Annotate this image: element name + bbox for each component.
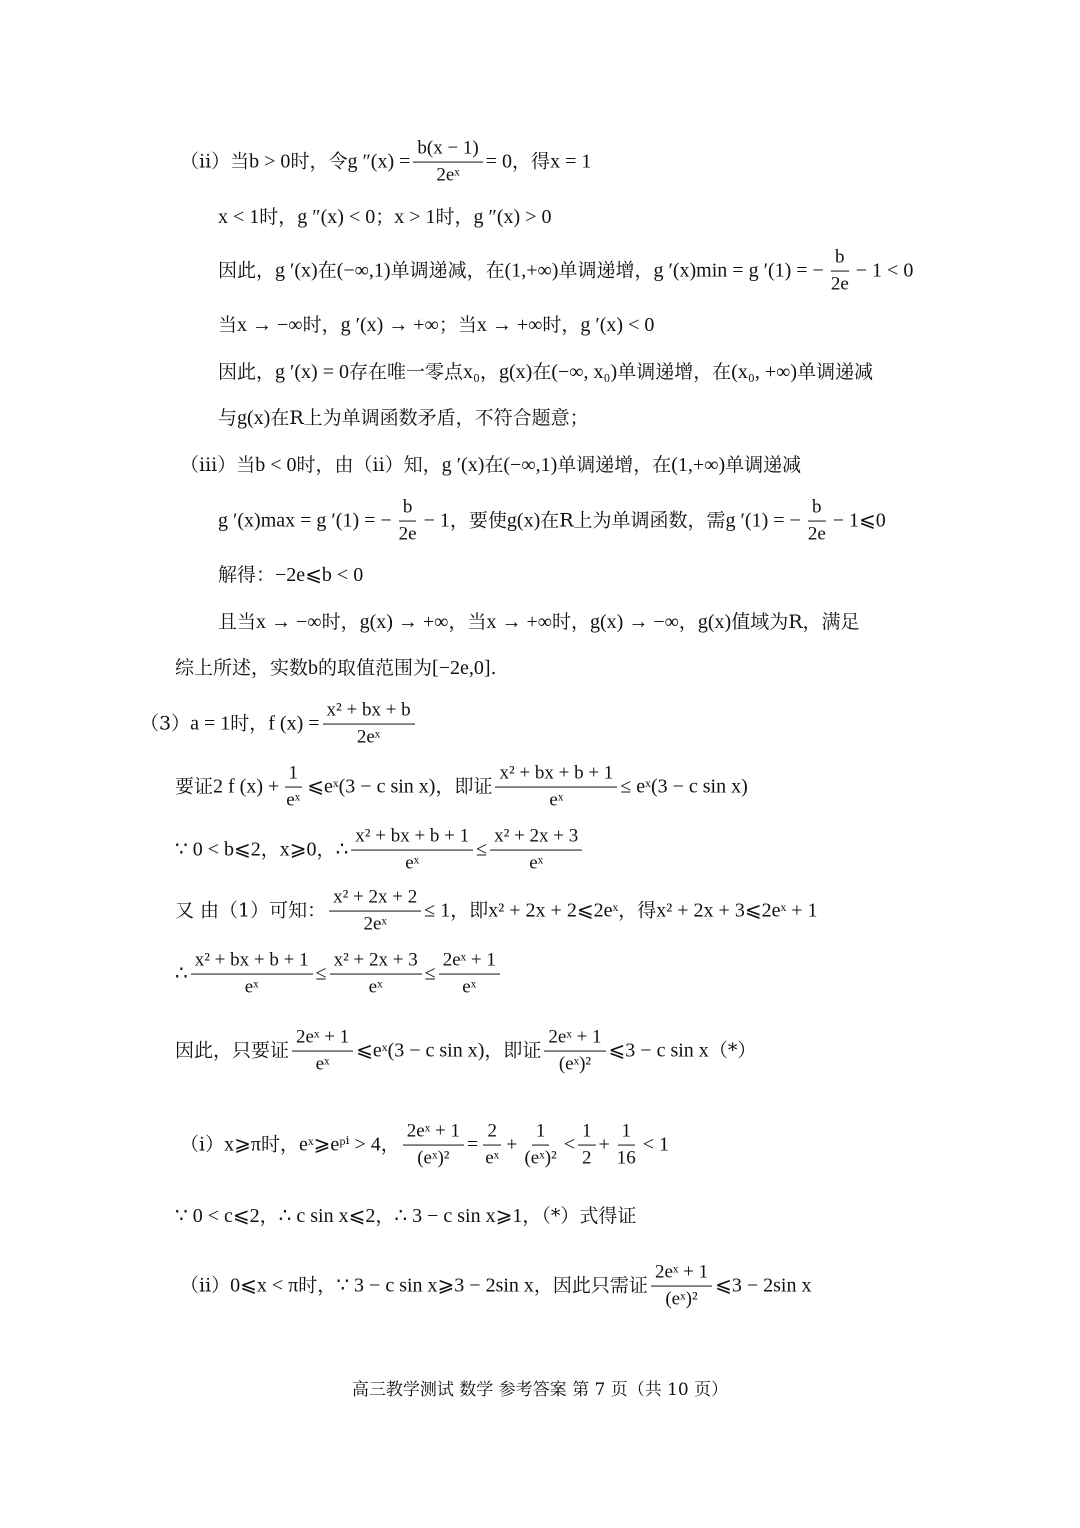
fraction [330, 951, 422, 998]
math-expression: (1,+∞) [671, 454, 726, 476]
fraction [544, 1028, 605, 1075]
solution-line [175, 951, 503, 998]
solution-line [180, 139, 591, 186]
text-run: （3） [140, 712, 191, 735]
math-expression: b [308, 657, 319, 679]
math-expression: g(x) [506, 510, 541, 532]
text-run: （iii）当 [180, 453, 256, 476]
text-run: 在 [532, 360, 552, 383]
math-expression: + [506, 1134, 518, 1156]
fraction [613, 1122, 640, 1169]
text-run: ，要使 [449, 509, 507, 532]
text-run: ， [480, 360, 500, 383]
solution-line [180, 1122, 669, 1169]
math-expression: g ′(x) [275, 260, 318, 282]
fraction [395, 498, 421, 545]
fraction-numerator: 1 [578, 1122, 596, 1146]
fraction-numerator: b [808, 498, 826, 522]
fraction-numerator: x² + bx + b [323, 701, 415, 725]
math-expression: g ′(x) = 0 [275, 361, 349, 383]
math-expression: g(x) [697, 611, 732, 633]
text-run: （ii）当 [180, 150, 250, 173]
text-run: 时， [230, 712, 269, 735]
math-expression: g ″(x) = [347, 151, 411, 173]
fraction-numerator: 1 [285, 764, 303, 788]
fraction-denominator: 2eˣ [363, 913, 387, 935]
math-expression: x → +∞ [476, 314, 543, 336]
text-run: 时， [260, 1133, 299, 1156]
text-run: ， [259, 1204, 279, 1227]
math-expression: g ′(1) = − [725, 510, 801, 532]
solution-line [175, 658, 497, 678]
text-run: 单调递减 [797, 360, 874, 383]
fraction [439, 951, 500, 998]
math-expression: −2e⩽b < 0 [275, 564, 364, 586]
fraction-denominator: eˣ [315, 1053, 330, 1075]
math-expression: < 1 [642, 1134, 670, 1156]
text-run: ， [678, 610, 698, 633]
text-run: 时， [542, 313, 581, 336]
text-run: 时， [302, 313, 341, 336]
text-run: 在R上为单调函数，需 [540, 509, 726, 532]
math-expression: g ′(x)max = g ′(1) = − [218, 510, 392, 532]
solution-line [175, 888, 818, 935]
math-expression: ≤ [476, 839, 488, 861]
text-run: 的取值范围为 [318, 656, 433, 679]
text-run: ； [375, 205, 395, 228]
text-run: （ii） [180, 1274, 231, 1297]
fraction-numerator: x² + bx + b + 1 [191, 951, 313, 975]
math-expression: g(x) → +∞ [359, 611, 449, 633]
fraction-denominator: eˣ [244, 976, 259, 998]
solution-line [218, 408, 589, 428]
solution-line [180, 455, 801, 475]
fraction [323, 701, 415, 748]
fraction-numerator: 2eˣ + 1 [292, 1028, 353, 1052]
text-run: 时， [552, 610, 591, 633]
math-expression: x < 1 [218, 206, 260, 228]
text-run: ，即 [450, 899, 489, 922]
fraction [804, 498, 830, 545]
fraction-denominator: (eˣ)² [665, 1288, 698, 1310]
fraction-denominator: eˣ [286, 789, 301, 811]
fraction [495, 764, 617, 811]
math-expression: x > 1 [394, 206, 436, 228]
text-run: ；当 [438, 313, 477, 336]
text-run: ， [380, 1133, 400, 1156]
solution-line [180, 1263, 811, 1310]
text-run: ，因此只需证 [533, 1274, 648, 1297]
fraction-denominator: eˣ [462, 976, 477, 998]
text-run: 值域为R，满足 [731, 610, 860, 633]
text-run: 解得： [218, 563, 276, 586]
solution-line [218, 207, 551, 227]
solution-line [175, 1206, 636, 1226]
fraction-numerator: b(x − 1) [413, 139, 482, 163]
text-run: 综上所述，实数 [175, 656, 309, 679]
fraction-numerator: x² + 2x + 2 [329, 888, 421, 912]
math-expression: b > 0 [249, 151, 291, 173]
text-run: 在R上为单调函数矛盾，不符合题意； [270, 406, 589, 429]
fraction-denominator: eˣ [529, 852, 544, 874]
text-run: ，得 [512, 150, 551, 173]
math-expression: = 0 [485, 151, 513, 173]
solution-line [218, 498, 886, 545]
fraction-denominator: (eˣ)² [417, 1147, 450, 1169]
fraction-denominator: 16 [616, 1147, 636, 1169]
solution-line [175, 827, 585, 874]
solution-line [175, 1028, 756, 1075]
math-expression: [−2e,0] [432, 657, 491, 679]
fraction [578, 1122, 596, 1169]
math-expression: g ′(x)min = g ′(1) = − [653, 260, 824, 282]
text-run: ，即证 [435, 775, 493, 798]
text-run: 时， [298, 1274, 337, 1297]
math-expression: x = 1 [550, 151, 592, 173]
fraction-numerator: b [831, 248, 849, 272]
text-run: （*） [708, 1039, 757, 1062]
fraction-denominator: 2 [582, 1147, 592, 1169]
fraction-numerator: 1 [618, 1122, 636, 1146]
text-run: ，（*）式得证 [522, 1204, 637, 1227]
text-run: 在 [484, 453, 504, 476]
math-expression: (−∞, x₀) [551, 361, 618, 383]
fraction-denominator: 2eˣ [356, 726, 381, 748]
math-expression: eˣ⩾eᵖⁱ > 4 [298, 1134, 381, 1156]
fraction-denominator: (eˣ)² [524, 1147, 557, 1169]
math-expression: g ′(x) → +∞ [340, 314, 439, 336]
text-run: 要证 [175, 775, 214, 798]
text-run: 因此， [218, 259, 276, 282]
fraction [520, 1122, 560, 1169]
math-expression: ∵ 0 < b⩽2 [175, 839, 261, 861]
math-expression: ⩽eˣ(3 − c sin x) [307, 776, 436, 798]
fraction-numerator: x² + bx + b + 1 [495, 764, 617, 788]
solution-line [140, 701, 418, 748]
fraction-numerator: b [399, 498, 417, 522]
math-expression: (−∞,1) [336, 260, 391, 282]
fraction-denominator: eˣ [549, 789, 564, 811]
text-run: 时， [259, 205, 298, 228]
math-expression: x² + 2x + 2⩽2eˣ [488, 900, 619, 922]
fraction [827, 248, 853, 295]
fraction [651, 1263, 712, 1310]
math-expression: (x₀, +∞) [731, 361, 798, 383]
text-run: 时， [435, 205, 474, 228]
math-expression: g ′(x) < 0 [580, 314, 655, 336]
math-expression: x → −∞ [237, 314, 303, 336]
math-expression: (1,+∞) [504, 260, 559, 282]
math-expression: g(x) [237, 407, 271, 429]
math-expression: ≤ 1 [424, 900, 451, 922]
math-expression: − 1 [423, 510, 450, 532]
math-expression: − 1 < 0 [855, 260, 914, 282]
fraction-denominator: eˣ [368, 976, 383, 998]
math-expression: ∵ 3 − c sin x⩾3 − 2sin x [336, 1275, 534, 1297]
fraction [329, 888, 421, 935]
math-expression: x → −∞ [256, 611, 322, 633]
math-expression: x⩾0 [279, 839, 317, 861]
fraction-denominator: eˣ [405, 852, 420, 874]
math-expression: g ′(x) [441, 454, 485, 476]
math-expression: ⩽3 − 2sin x [715, 1275, 812, 1297]
fraction-denominator: 2e [807, 523, 826, 545]
fraction-numerator: 2 [483, 1122, 501, 1146]
math-expression: 2 f (x) + [213, 776, 280, 798]
math-expression: ∴ [175, 963, 188, 985]
text-run: 单调递减，在 [390, 259, 505, 282]
fraction-numerator: 2eˣ + 1 [439, 951, 500, 975]
math-expression: x⩾π [224, 1134, 261, 1156]
math-expression: x² + 2x + 3⩽2eˣ + 1 [656, 900, 818, 922]
math-expression: + [598, 1134, 610, 1156]
text-run: （i） [180, 1133, 225, 1156]
math-expression: ∴ 3 − c sin x⩾1 [394, 1205, 523, 1227]
fraction-numerator: x² + bx + b + 1 [351, 827, 473, 851]
text-run: 且当 [218, 610, 257, 633]
text-run: ， [316, 838, 336, 861]
math-expression: (−∞,1) [503, 454, 558, 476]
page-footer: 高三教学测试 数学 参考答案 第 7 页（共 10 页） [351, 1380, 729, 1400]
text-run: 单调递增，在 [557, 453, 672, 476]
text-run: ，即证 [484, 1039, 542, 1062]
solution-line [218, 565, 363, 585]
fraction [292, 1028, 353, 1075]
fraction [413, 139, 482, 186]
text-run: 当 [218, 313, 238, 336]
fraction-numerator: 2eˣ + 1 [403, 1122, 464, 1146]
text-run: ，当 [448, 610, 487, 633]
text-run: 单调递减 [725, 453, 802, 476]
fraction [191, 951, 313, 998]
solution-line [218, 315, 654, 335]
text-run: 因此， [218, 360, 276, 383]
math-expression: a = 1 [190, 713, 231, 735]
math-expression: ⩽3 − c sin x [608, 1040, 709, 1062]
fraction [481, 1122, 503, 1169]
fraction-numerator: 2eˣ + 1 [651, 1263, 712, 1287]
fraction-numerator: x² + 2x + 3 [490, 827, 582, 851]
fraction-denominator: 2e [830, 273, 849, 295]
fraction-denominator: 2e [398, 523, 417, 545]
text-run: 单调递增，在 [617, 360, 732, 383]
math-expression: ≤ eˣ(3 − c sin x) [620, 776, 748, 798]
text-run: 时， [321, 610, 360, 633]
text-run: 在 [317, 259, 337, 282]
math-expression: x → +∞ [486, 611, 552, 633]
math-expression: g(x) → −∞ [590, 611, 679, 633]
fraction [490, 827, 582, 874]
solution-line [175, 764, 748, 811]
fraction-numerator: x² + 2x + 3 [330, 951, 422, 975]
fraction [351, 827, 473, 874]
text-run: 因此，只要证 [175, 1039, 290, 1062]
math-expression: ⩽eˣ(3 − c sin x) [356, 1040, 485, 1062]
text-run: 时，由（ii）知， [296, 453, 442, 476]
text-run: 又 由（1）可知： [175, 899, 327, 922]
text-run: 时，令 [290, 150, 348, 173]
text-run: . [490, 656, 497, 679]
math-expression: ∴ [335, 839, 349, 861]
math-expression: − 1⩽0 [832, 510, 886, 532]
text-run: ， [375, 1204, 395, 1227]
solution-line [218, 612, 860, 632]
fraction-denominator: 2eˣ [436, 164, 460, 186]
math-expression: x₀ [463, 361, 480, 383]
text-run: ，得 [618, 899, 657, 922]
text-run: 与 [218, 406, 238, 429]
fraction-numerator: 2eˣ + 1 [544, 1028, 605, 1052]
math-expression: ∴ c sin x⩽2 [278, 1205, 376, 1227]
math-expression: 0⩽x < π [230, 1275, 299, 1297]
math-expression: g(x) [499, 361, 533, 383]
fraction-denominator: eˣ [485, 1147, 500, 1169]
text-run: 单调递增， [558, 259, 654, 282]
math-expression: ≤ [424, 963, 436, 985]
text-run: 存在唯一零点 [349, 360, 464, 383]
solution-line [218, 362, 873, 382]
math-expression: b < 0 [255, 454, 297, 476]
math-expression: < [563, 1134, 575, 1156]
text-run: ， [260, 838, 280, 861]
solution-line [218, 248, 913, 295]
fraction-denominator: (eˣ)² [558, 1053, 592, 1075]
math-expression: g ″(x) > 0 [473, 206, 552, 228]
math-expression: ∵ 0 < c⩽2 [175, 1205, 260, 1227]
math-expression: g ″(x) < 0 [297, 206, 376, 228]
math-expression: f (x) = [268, 713, 320, 735]
fraction-numerator: 1 [532, 1122, 550, 1146]
math-expression: ≤ [315, 963, 327, 985]
fraction [403, 1122, 464, 1169]
math-expression: = [466, 1134, 479, 1156]
fraction [282, 764, 304, 811]
